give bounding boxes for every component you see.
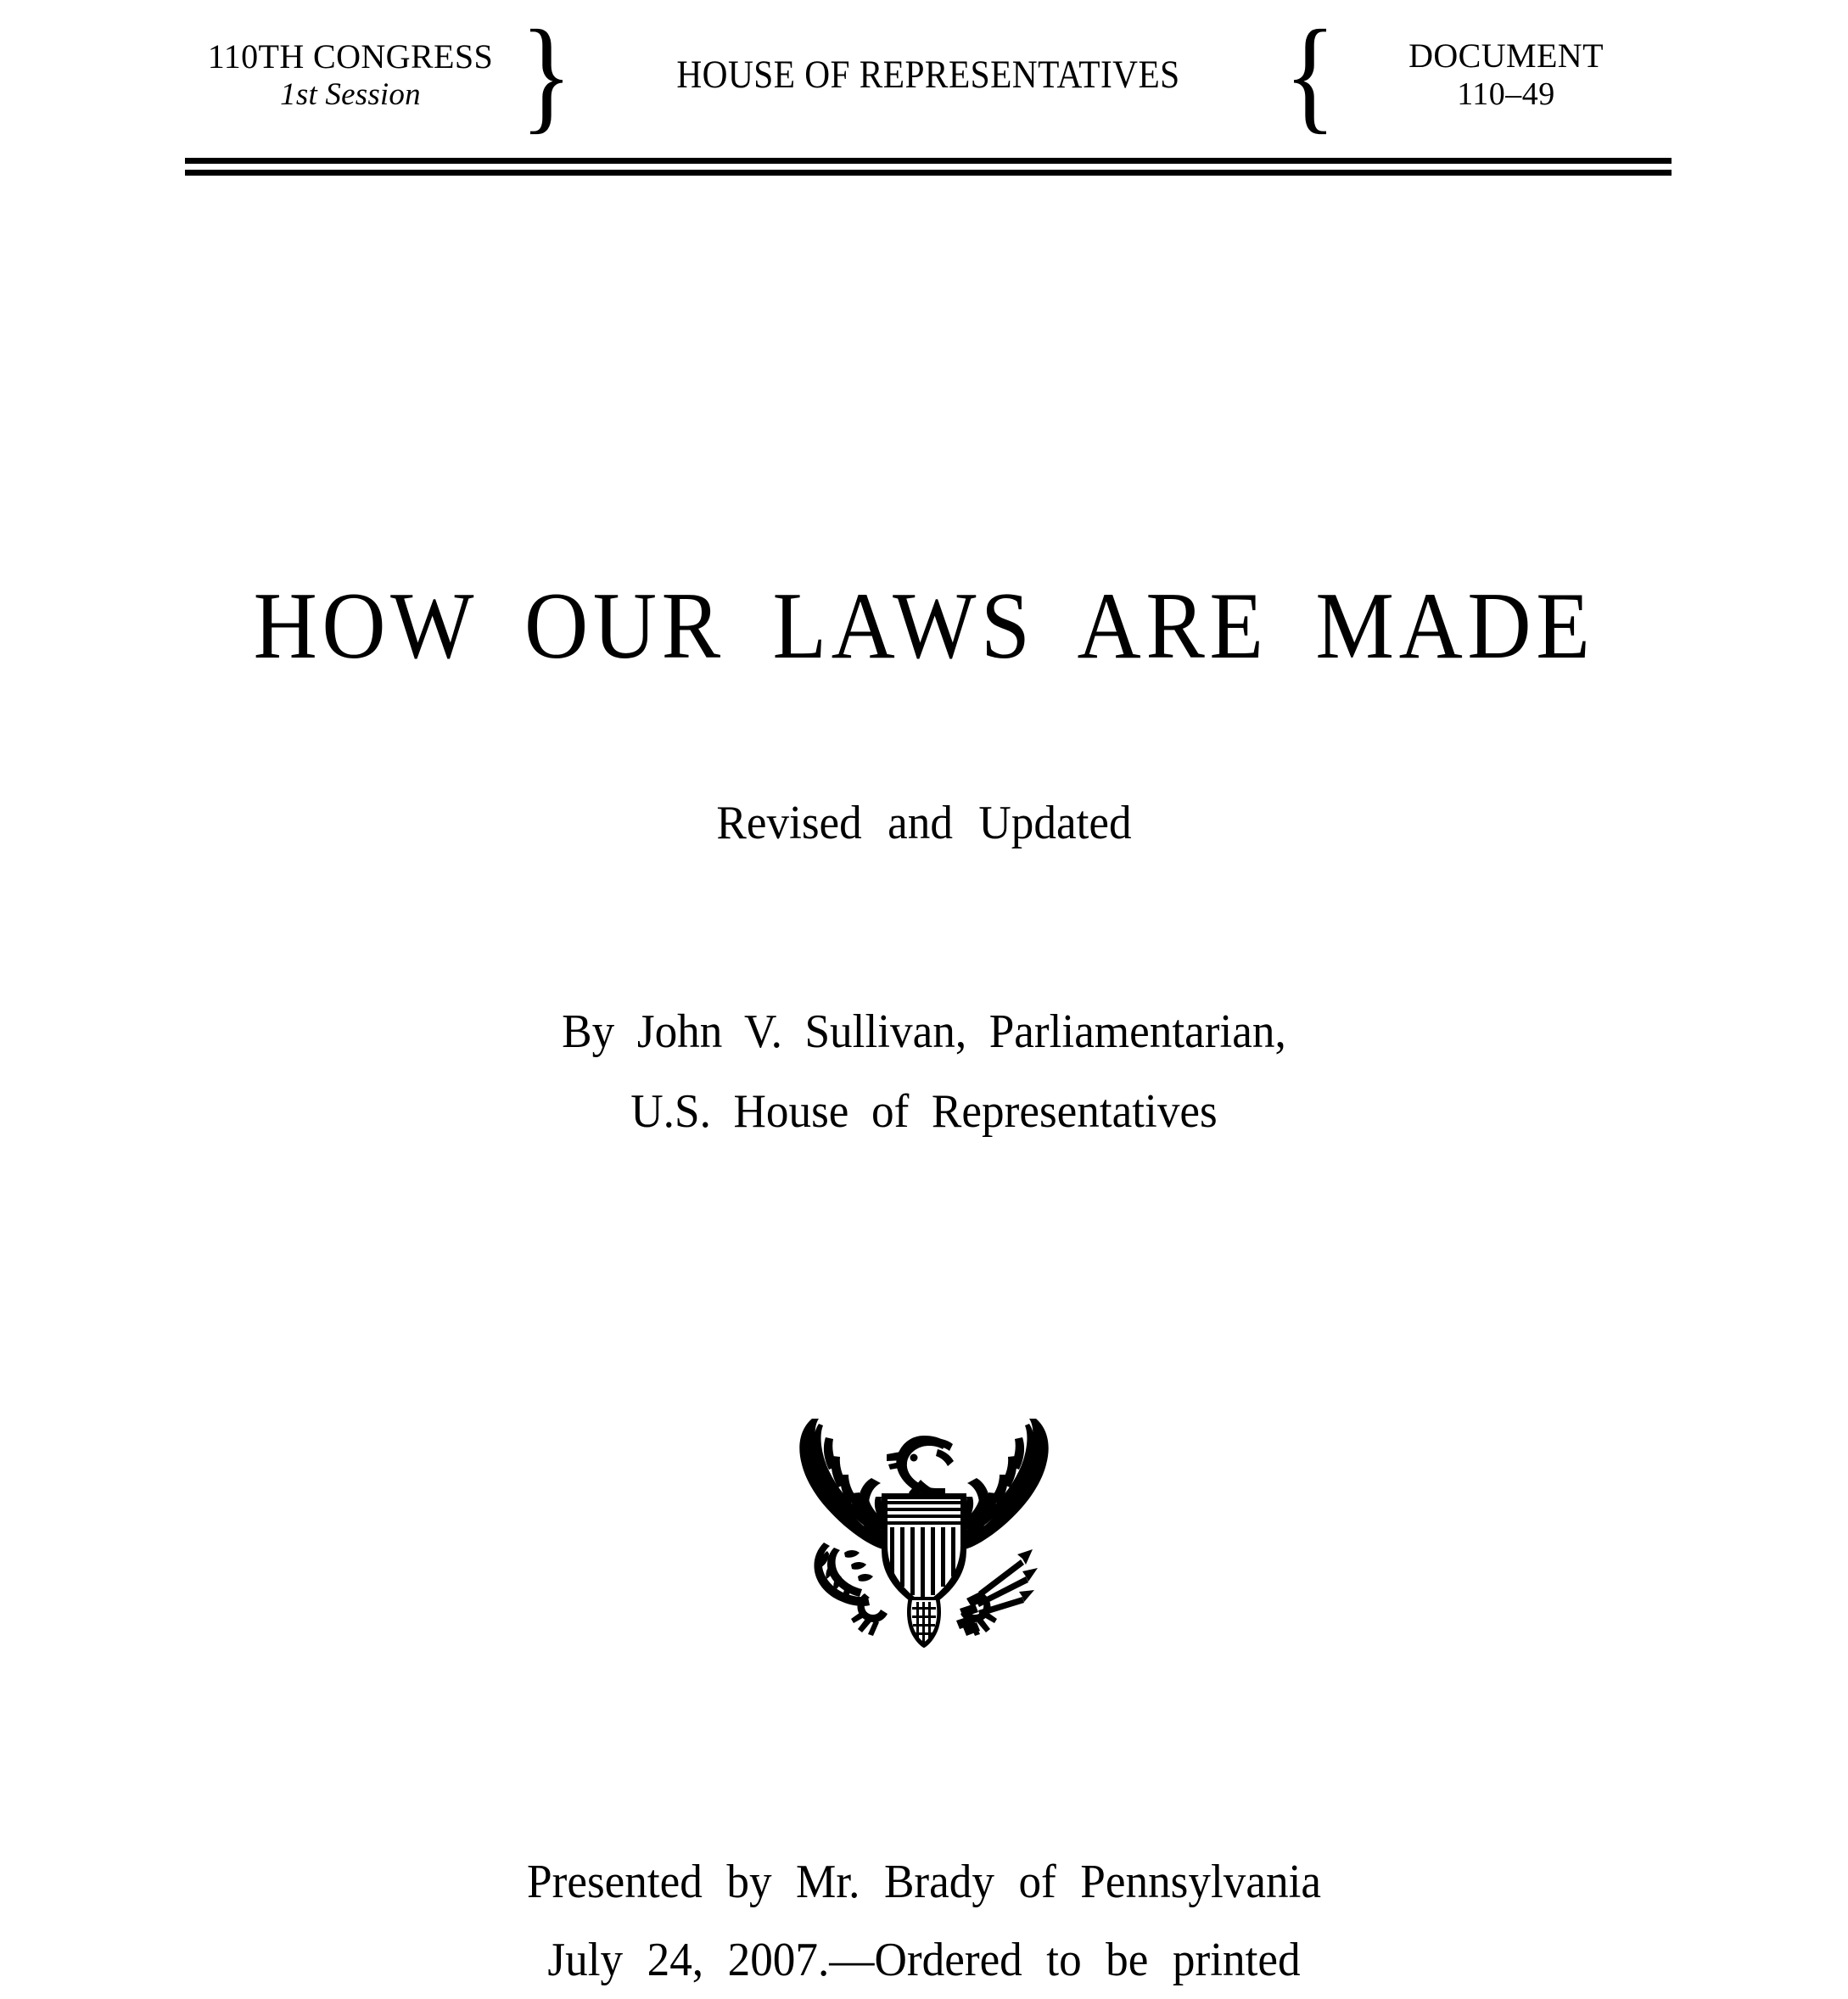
masthead bbox=[185, 4, 1672, 145]
order-printed-line: July 24, 2007.—Ordered to be printed bbox=[547, 1934, 1301, 1986]
brace-left-icon: { bbox=[1284, 4, 1336, 145]
presented-by-line: Presented by Mr. Brady of Pennsylvania bbox=[527, 1856, 1321, 1908]
page-subtitle: Revised and Updated bbox=[716, 797, 1132, 849]
masthead-congress-block bbox=[185, 36, 516, 114]
divider-rule-gap bbox=[185, 164, 1672, 170]
masthead-document-block bbox=[1341, 36, 1672, 114]
divider-rule-top bbox=[185, 158, 1672, 164]
author-line-2: U.S. House of Representatives bbox=[630, 1085, 1218, 1138]
document-number: 110–49 bbox=[1457, 76, 1555, 113]
congress-session: 1st Session bbox=[280, 76, 421, 112]
divider-rule-bottom bbox=[185, 170, 1672, 176]
author-line-1: By John V. Sullivan, Parliamentarian, bbox=[562, 1005, 1286, 1058]
masthead-divider bbox=[185, 158, 1672, 176]
brace-right-icon: } bbox=[520, 4, 573, 145]
chamber-name: HOUSE OF REPRESENTATIVES bbox=[676, 53, 1180, 97]
document-label: DOCUMENT bbox=[1408, 36, 1604, 75]
congress-number: 110TH CONGRESS bbox=[207, 36, 494, 76]
us-house-eagle-seal-icon bbox=[763, 1385, 1085, 1656]
page-title: HOW OUR LAWS ARE MADE bbox=[253, 574, 1595, 679]
